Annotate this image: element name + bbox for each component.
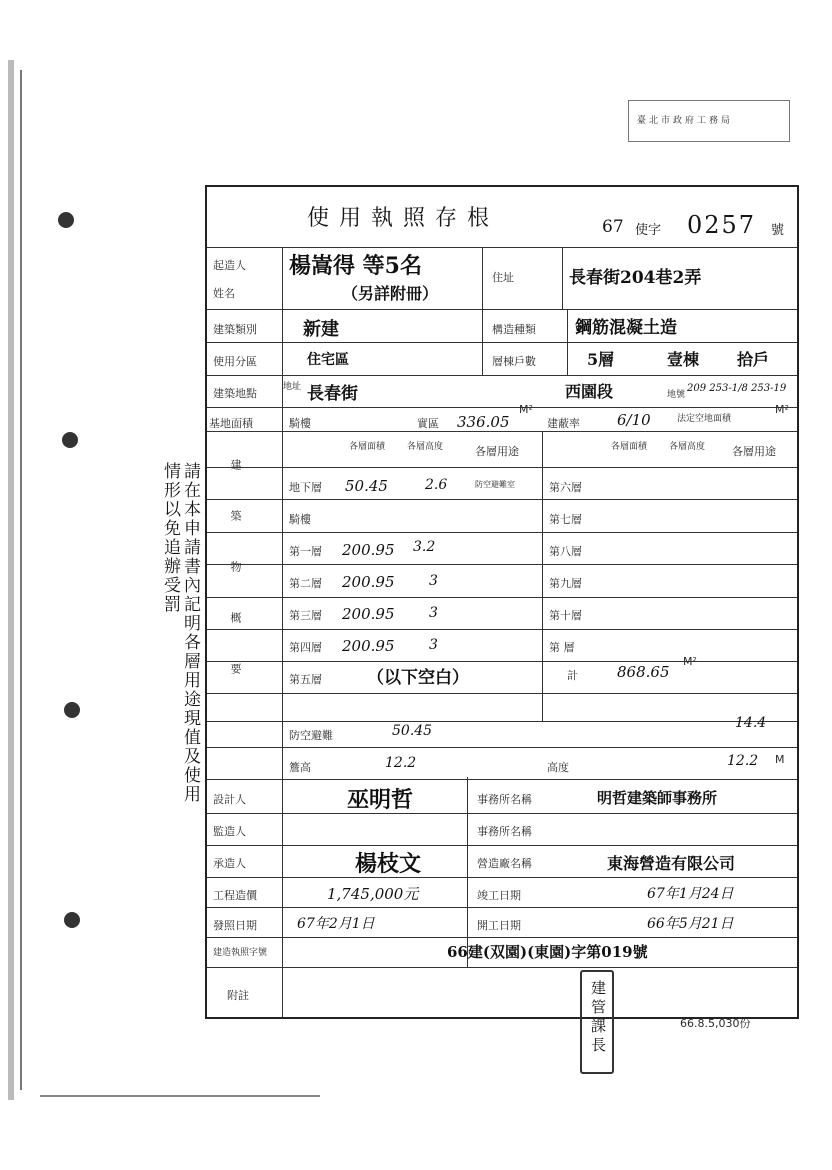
label-supervisor: 監造人 [213, 825, 246, 838]
label-floor-use: 各層用途 [475, 445, 519, 458]
label-structure: 構造種類 [492, 323, 536, 336]
parking-area: 50.45 [392, 723, 433, 739]
usage-value: 住宅區 [307, 352, 349, 368]
label-actual: 實區 [417, 417, 439, 430]
floor-label: 第五層 [289, 673, 322, 686]
floor2-height: 3 [429, 573, 438, 589]
floor2-area: 200.95 [342, 573, 395, 591]
right-floor-label: 第九層 [549, 577, 582, 590]
floor5-note: （以下空白） [367, 668, 469, 688]
builder-name: 楊嵩得 等5名 [289, 253, 422, 279]
floor3-area: 200.95 [342, 605, 395, 623]
issue-date: 67年2月1日 [297, 916, 375, 932]
label-site-location-sub: 地址 [283, 382, 302, 392]
site-location-value: 長春街 [307, 384, 358, 404]
label-usage: 使用分區 [213, 355, 257, 368]
label-legal-open: 法定空地面積 [677, 414, 732, 424]
label-site-location: 建築地點 [213, 387, 257, 400]
top-right-stamp-text: 臺北市政府工務局 [637, 116, 734, 126]
label-eaves: 簷高 [289, 761, 311, 774]
floor-label: 第一層 [289, 545, 322, 558]
label-complete-date: 竣工日期 [477, 889, 521, 902]
seal-stamp-text: 建管課長 [589, 980, 607, 1056]
license-year: 67 [602, 217, 624, 237]
label-site-area: 基地面積 [209, 417, 253, 430]
right-floor-label: 第六層 [549, 481, 582, 494]
structure-value: 鋼筋混凝土造 [575, 318, 677, 338]
label-site-land: 地號 [667, 390, 686, 400]
floor-label: 第四層 [289, 641, 322, 654]
start-date: 66年5月21日 [647, 916, 734, 932]
permit-no-value: 66建(双園)(東園)字第019號 [447, 943, 648, 961]
building-height: 12.2 [727, 753, 759, 769]
floor1-area: 200.95 [342, 541, 395, 559]
label-builder: 起造人 [213, 259, 246, 272]
form-title: 使用執照存根 [307, 206, 500, 231]
label-floor-height-right: 各層高度 [669, 442, 706, 452]
right-floor-label: 第十層 [549, 609, 582, 622]
label-start-date: 開工日期 [477, 919, 521, 932]
right-floor-label: 第七層 [549, 513, 582, 526]
punch-hole [64, 912, 80, 928]
label-architect: 設計人 [213, 793, 246, 806]
top-right-stamp [628, 100, 790, 142]
floor-label: 第二層 [289, 577, 322, 590]
roof-height: 14.4 [735, 715, 767, 731]
site-land-value: 209 253-1/8 253-19 [687, 383, 787, 394]
households-floors: 5層 [587, 350, 615, 369]
contractor-company: 東海營造有限公司 [607, 854, 736, 873]
license-label: 使字 [635, 223, 662, 238]
basement-use: 防空避難室 [475, 480, 515, 489]
scan-edge [20, 70, 22, 1090]
basement-height: 2.6 [425, 477, 448, 493]
label-company: 營造廠名稱 [477, 857, 532, 870]
architect-name: 巫明哲 [347, 787, 414, 813]
floor-label: 地下層 [289, 481, 322, 494]
floor-label: 騎樓 [289, 513, 311, 526]
label-office-2: 事務所名稱 [477, 825, 532, 838]
label-address: 住址 [492, 271, 514, 284]
license-suffix: 號 [771, 223, 785, 238]
label-remarks: 附註 [227, 989, 249, 1002]
floor3-height: 3 [429, 605, 438, 621]
address-value: 長春街204巷2弄 [569, 268, 702, 288]
label-permit-no: 建造執照字號 [213, 948, 268, 958]
site-section-value: 西園段 [565, 382, 614, 401]
label-coverage: 建蔽率 [547, 417, 580, 430]
license-number: 0257 [687, 211, 757, 239]
punch-hole [62, 432, 78, 448]
label-floor-area: 各層面積 [349, 442, 386, 452]
coverage-value: 6/10 [617, 411, 651, 429]
scan-edge [40, 1095, 320, 1097]
cost-value: 1,745,000元 [327, 885, 419, 903]
legal-open-unit: M² [775, 403, 789, 416]
site-area-unit: M² [519, 403, 533, 416]
total-area-unit: M² [683, 655, 697, 668]
complete-date: 67年1月24日 [647, 886, 734, 902]
label-office: 事務所名稱 [477, 793, 532, 806]
label-contractor: 承造人 [213, 857, 246, 870]
site-area-value: 336.05 [457, 413, 510, 431]
floor1-height: 3.2 [413, 539, 436, 555]
floor-label: 第三層 [289, 609, 322, 622]
label-floor-use-right: 各層用途 [732, 445, 776, 458]
architect-office: 明哲建築師事務所 [597, 789, 718, 807]
label-building-part: 建築物概要 [229, 459, 242, 714]
seal-stamp [580, 970, 614, 1074]
label-households: 層棟戶數 [492, 355, 536, 368]
label-building-type: 建築類別 [213, 323, 257, 336]
punch-hole [58, 212, 74, 228]
floor4-height: 3 [429, 637, 438, 653]
margin-note: 請在本申請書內記明各層用途現值及使用情形以免追辦受罰 [160, 462, 200, 804]
label-cost: 工程造價 [213, 889, 257, 902]
contractor-name: 楊枝文 [355, 851, 422, 877]
label-name: 姓名 [213, 287, 235, 300]
total-area: 868.65 [617, 663, 670, 681]
eaves-height: 12.2 [385, 755, 417, 771]
scan-edge [8, 60, 14, 1100]
footer-print: 66.8.5,030份 [680, 1017, 751, 1030]
license-form [205, 185, 799, 1019]
label-arcade: 騎樓 [289, 417, 311, 430]
floor4-area: 200.95 [342, 637, 395, 655]
punch-hole [64, 702, 80, 718]
basement-area: 50.45 [345, 477, 388, 495]
households-units: 拾戶 [737, 350, 770, 369]
building-height-unit: M [775, 753, 785, 766]
right-floor-label: 第八層 [549, 545, 582, 558]
label-height: 高度 [547, 761, 569, 774]
label-floor-area-right: 各層面積 [611, 442, 648, 452]
builder-name-note: （另詳附冊） [342, 284, 439, 303]
label-total: 計 [567, 669, 578, 682]
right-floor-label: 第 層 [549, 641, 575, 654]
building-type-value: 新建 [303, 319, 339, 340]
label-parking: 防空避難 [289, 729, 333, 742]
label-floor-height: 各層高度 [407, 442, 444, 452]
households-buildings: 壹棟 [667, 350, 700, 369]
label-issue-date: 發照日期 [213, 919, 257, 932]
